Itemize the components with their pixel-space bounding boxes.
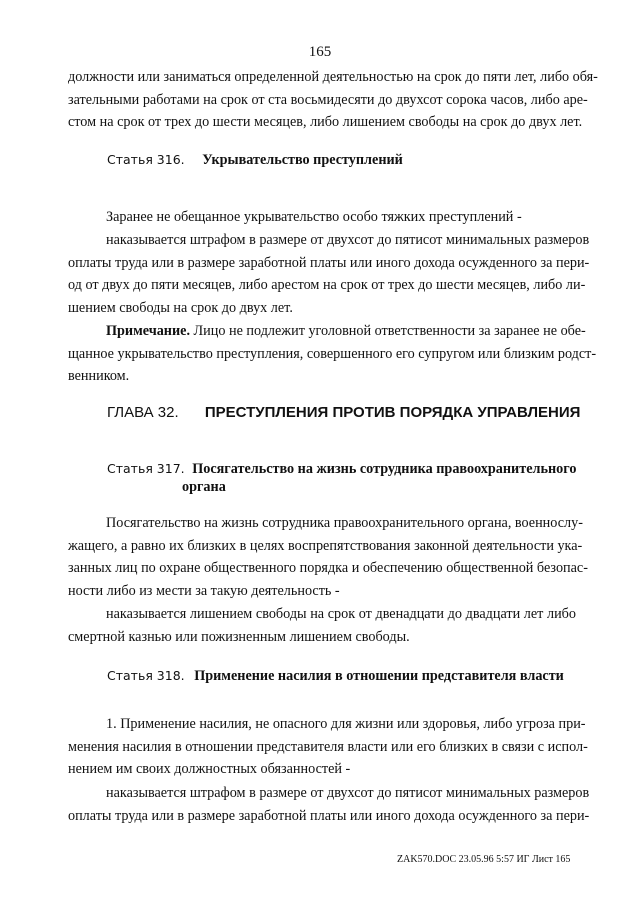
text-line: [68, 320, 586, 343]
text-line: должности или заниматься определенной деятельностью на срок до пяти лет, либо обя-: [68, 69, 598, 85]
article-317-paragraph-2: [68, 603, 576, 648]
document-footer: ZAK570.DOC 23.05.96 5:57 ИГ Лист 165: [397, 854, 571, 865]
text-line: смертной казнью или пожизненным лишением свободы.: [68, 628, 410, 645]
text-line: наказывается штрафом в размере от двухсот до пятисот минимальных размеров: [106, 785, 590, 801]
text-line: оплаты труда или в размере заработной платы или иного дохода осужденного за пери-: [68, 254, 590, 271]
text-line: зательными работами на срок от ста восьмидесяти до двухсот сорока часов, либо аре-: [68, 91, 588, 108]
text-line: щанное укрывательство преступления, совершенного его супругом или близким родст-: [68, 345, 597, 362]
article-316-paragraph-2: [68, 229, 590, 319]
text-line: стом на срок от трех до шести месяцев, либо лишением свободы на срок до двух лет.: [68, 114, 583, 131]
chapter-heading: [107, 404, 580, 421]
text-line: нением им своих должностных обязанностей -: [68, 761, 351, 778]
text-line: шением свободы на срок до двух лет.: [68, 299, 293, 316]
text-line: 1. Применение насилия, не опасного для жизни или здоровья, либо угроза при-: [106, 716, 586, 732]
article-title-cont: органа: [182, 479, 226, 495]
article-317-heading: [107, 460, 576, 496]
chapter-number: ГЛАВА 32.: [107, 404, 179, 421]
article-318-paragraph-1: [68, 713, 588, 781]
article-316-heading: [107, 152, 403, 169]
text-line: занных лиц по охране общественного порядка и обеспечению общественной безопас-: [68, 560, 588, 577]
text-line: од от двух до пяти месяцев, либо арестом на срок от трех до шести месяцев, либо ли-: [68, 277, 586, 294]
article-number: Статья 317.: [107, 461, 185, 476]
article-318-paragraph-2: [68, 782, 590, 827]
article-318-heading: [107, 668, 564, 685]
article-number: Статья 318.: [107, 668, 185, 683]
note-label: Примечание.: [106, 323, 190, 339]
text-line: венником.: [68, 368, 130, 385]
text-line: жащего, а равно их близких в целях воспрепятствования законной деятельности ука-: [68, 537, 583, 554]
chapter-title: ПРЕСТУПЛЕНИЯ ПРОТИВ ПОРЯДКА УПРАВЛЕНИЯ: [204, 404, 581, 421]
article-316-paragraph-1: [68, 206, 576, 229]
article-title: Посягательство на жизнь сотрудника правоохранительного: [192, 461, 577, 477]
note-text: Лицо не подлежит уголовной ответственности за заранее не обе-: [190, 323, 586, 339]
text-line: менения насилия в отношении представителя власти или его близких в связи с испол-: [68, 738, 588, 755]
article-317-paragraph-1: [68, 512, 588, 602]
page-number: 165: [308, 44, 332, 60]
text-line: наказывается штрафом в размере от двухсот до пятисот минимальных размеров: [106, 232, 590, 248]
text-line: Заранее не обещанное укрывательство особо тяжких преступлений -: [106, 209, 522, 225]
article-316-note: [68, 320, 597, 388]
article-number: Статья 316.: [107, 152, 185, 167]
article-title: Укрывательство преступлений: [202, 152, 403, 168]
text-line: ности либо из мести за такую деятельность -: [68, 582, 340, 599]
text-line: оплаты труда или в размере заработной платы или иного дохода осужденного за пери-: [68, 807, 590, 824]
text-line: Посягательство на жизнь сотрудника правоохранительного органа, военнослу-: [106, 515, 583, 531]
article-title: Применение насилия в отношении представителя власти: [194, 668, 564, 684]
intro-paragraph: [68, 66, 598, 134]
text-line: наказывается лишением свободы на срок от двенадцати до двадцати лет либо: [106, 606, 576, 622]
